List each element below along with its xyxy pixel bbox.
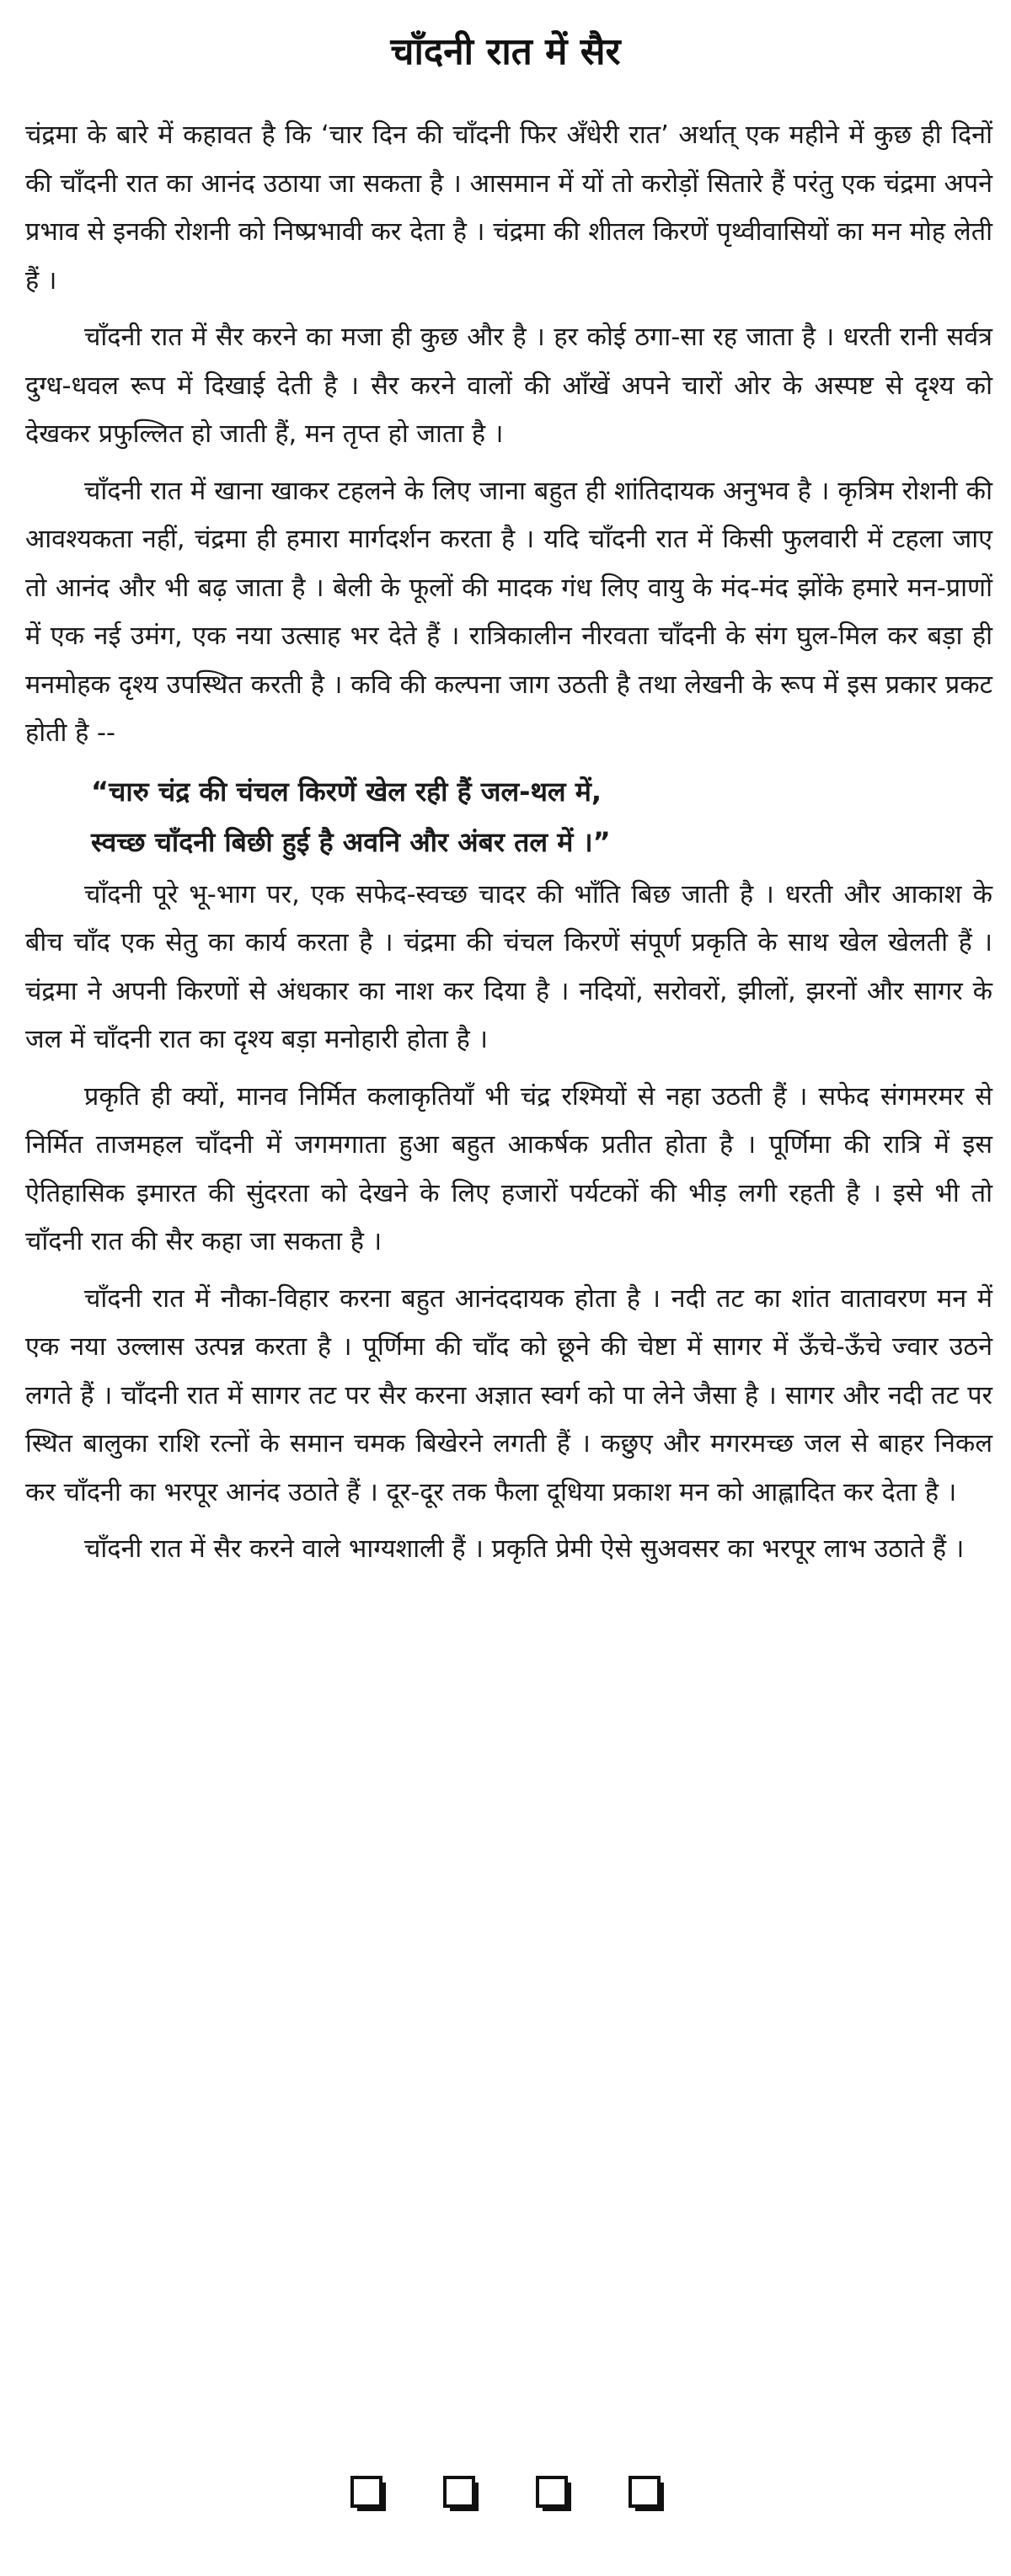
box-mark-icon [536,2476,568,2508]
paragraph-6: चाँदनी रात में नौका-विहार करना बहुत आनंददायक होता है । नदी तट का शांत वातावरण मन में एक नया उल्लास उत्पन्न करता है । पूर्णिमा की चाँद को छूने की चेष्टा में सागर में ऊँचे-ऊँचे ज्वार उठने लगते हैं । चाँदनी रात में सागर तट पर सैर करना अज्ञात स्वर्ग को पा लेने जैसा है । सागर और नदी तट पर स्थित बालुका राशि रत्नों के समान चमक बिखेरने लगती हैं । कछुए और मगरमच्छ जल से बाहर निकल कर चाँदनी का भरपूर आनंद उठाते हैं । दूर-दूर तक फैला दूधिया प्रकाश मन को आह्लादित कर देता है । [25,1283,992,1507]
paragraph-3: चाँदनी रात में खाना खाकर टहलने के लिए जाना बहुत ही शांतिदायक अनुभव है । कृत्रिम रोशनी की आवश्यकता नहीं, चंद्रमा ही हमारा मार्गदर्शन करता है । यदि चाँदनी रात में किसी फुलवारी में टहला जाए तो आनंद और भी बढ़ जाता है । बेली के फूलों की मादक गंध लिए वायु के मंद-मंद झोंके हमारे मन-प्राणों में एक नई उमंग, एक नया उत्साह भर देते हैं । रात्रिकालीन नीरवता चाँदनी के संग घुल-मिल कर बड़ा ही मनमोहक दृश्य उपस्थित करती है । कवि की कल्पना जाग उठती है तथा लेखनी के रूप में इस प्रकार प्रकट होती है -- [25,476,992,748]
paragraph-1: चंद्रमा के बारे में कहावत है कि ‘चार दिन की चाँदनी फिर अँधेरी रात’ अर्थात् एक महीने में कुछ ही दिनों की चाँदनी रात का आनंद उठाया जा सकता है । आसमान में यों तो करोड़ों सितारे हैं परंतु एक चंद्रमा अपने प्रभाव से इनकी रोशनी को निष्प्रभावी कर देता है । चंद्रमा की शीतल किरणें पृथ्वीवासियों का मन मोह लेती हैं । [25,120,992,296]
footer-decoration [0,2476,1011,2508]
poem-line-1: “चारु चंद्र की चंचल किरणें खेल रही हैं जल-थल में, [91,775,602,808]
paragraph-7: चाँदनी रात में सैर करने वाले भाग्यशाली हैं । प्रकृति प्रेमी ऐसे सुअवसर का भरपूर लाभ उठाते हैं । [84,1534,965,1564]
essay-body [25,111,992,1582]
poem-line-2: स्वच्छ चाँदनी बिछी हुई है अवनि और अंबर तल में ।” [91,825,611,858]
paragraph-5: प्रकृति ही क्यों, मानव निर्मित कलाकृतियाँ भी चंद्र रश्मियों से नहा उठती हैं । सफेद संगमरमर से निर्मित ताजमहल चाँदनी में जगमगाता हुआ बहुत आकर्षक प्रतीत होता है । पूर्णिमा की रात्रि में इस ऐतिहासिक इमारत की सुंदरता को देखने के लिए हजारों पर्यटकों की भीड़ लगी रहती है । इसे भी तो चाँदनी रात की सैर कहा जा सकता है । [25,1081,992,1256]
box-mark-icon [629,2476,661,2508]
essay-title: चाँदनी रात में सैर [390,30,621,73]
poem-quote [25,766,992,867]
box-mark-icon [443,2476,475,2508]
paragraph-2: चाँदनी रात में सैर करने का मजा ही कुछ और है । हर कोई ठगा-सा रह जाता है । धरती रानी सर्वत्र दुग्ध-धवल रूप में दिखाई देती है । सैर करने वालों की आँखें अपने चारों ओर के अस्पष्ट से दृश्य को देखकर प्रफुल्लित हो जाती हैं, मन तृप्त हो जाता है । [25,323,992,449]
paragraph-4: चाँदनी पूरे भू-भाग पर, एक सफेद-स्वच्छ चादर की भाँति बिछ जाती है । धरती और आकाश के बीच चाँद एक सेतु का कार्य करता है । चंद्रमा की चंचल किरणें संपूर्ण प्रकृति के साथ खेल खेलती हैं । चंद्रमा ने अपनी किरणों से अंधकार का नाश कर दिया है । नदियों, सरोवरों, झीलों, झरनों और सागर के जल में चाँदनी रात का दृश्य बड़ा मनोहारी होता है । [25,879,992,1054]
box-mark-icon [350,2476,382,2508]
